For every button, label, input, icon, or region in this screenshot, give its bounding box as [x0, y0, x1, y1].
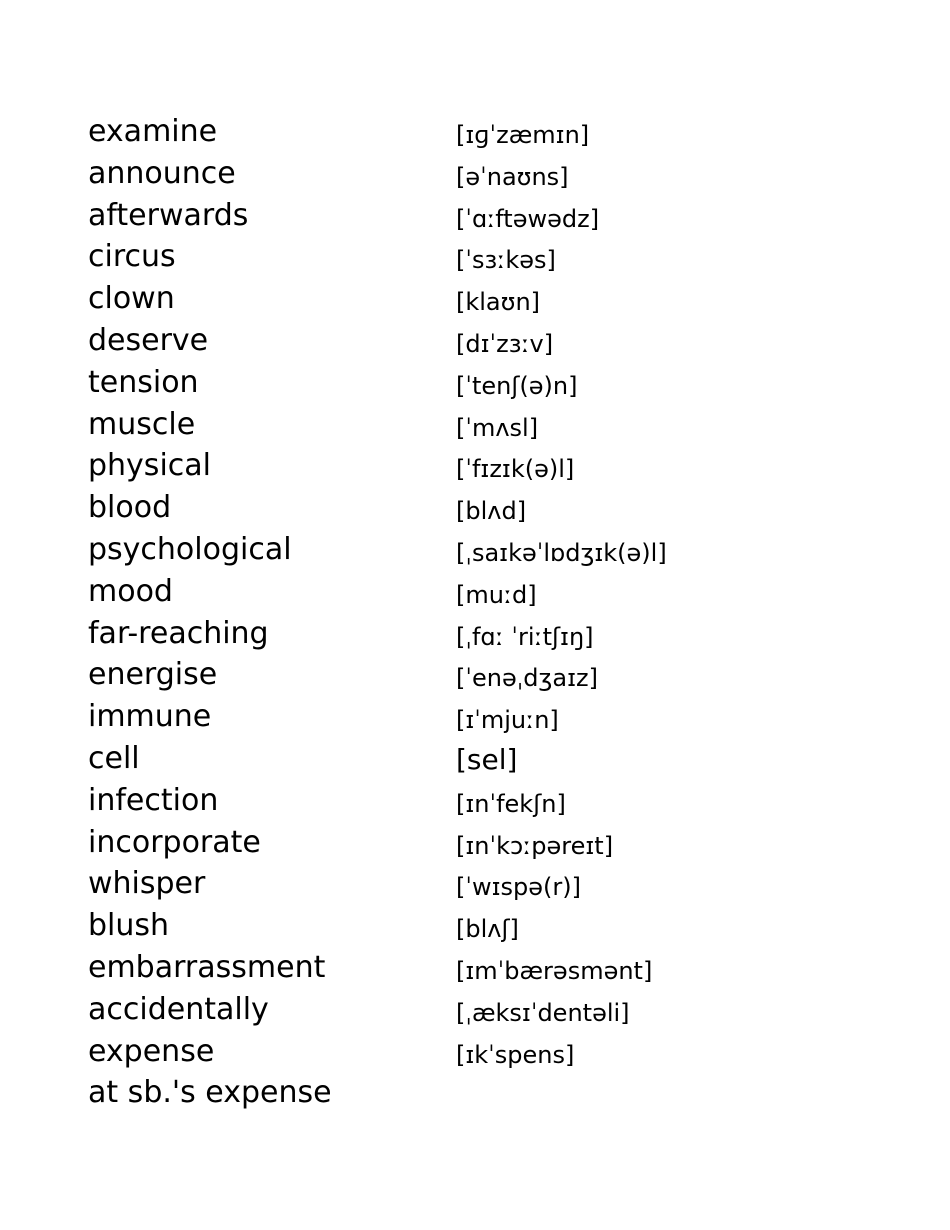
list-item	[88, 362, 788, 404]
vocab-word: circus	[88, 239, 176, 275]
vocab-word: far-reaching	[88, 615, 269, 651]
vocab-word: mood	[88, 573, 173, 609]
vocab-word: blood	[88, 490, 172, 526]
vocab-pronunciation: [ˌfɑː ˈriːtʃɪŋ]	[456, 622, 594, 651]
list-item	[88, 863, 788, 905]
vocab-word: whisper	[88, 866, 206, 902]
list-item	[88, 738, 788, 780]
list-item	[88, 404, 788, 446]
vocab-pronunciation: [ˈfɪzɪk(ə)l]	[456, 455, 575, 484]
vocab-word: muscle	[88, 406, 196, 442]
vocab-pronunciation: [klaʊn]	[456, 288, 541, 317]
list-item	[88, 195, 788, 237]
vocab-pronunciation: [ˈwɪspə(r)]	[456, 873, 581, 902]
vocab-word: at sb.'s expense	[88, 1075, 332, 1111]
list-item	[88, 1072, 788, 1114]
vocab-pronunciation: [ˈenəˌdʒaɪz]	[456, 664, 598, 693]
vocab-pronunciation: [ɪmˈbærəsmənt]	[456, 956, 653, 985]
list-item	[88, 822, 788, 864]
vocab-word: afterwards	[88, 197, 249, 233]
list-item	[88, 320, 788, 362]
vocab-word: immune	[88, 699, 212, 735]
vocab-pronunciation: [ɪɡˈzæmɪn]	[456, 121, 590, 149]
list-item	[88, 1031, 788, 1073]
vocab-pronunciation: [ɪˈmjuːn]	[456, 706, 559, 735]
vocab-word: embarrassment	[88, 949, 326, 985]
vocab-pronunciation: [ˈtenʃ(ə)n]	[456, 371, 578, 400]
vocab-word: cell	[88, 740, 140, 776]
vocab-pronunciation: [ˌæksɪˈdentəli]	[456, 998, 630, 1027]
vocab-pronunciation: [ɪnˈfekʃn]	[456, 789, 566, 818]
vocab-word: tension	[88, 364, 199, 400]
list-item	[88, 111, 788, 153]
list-item	[88, 571, 788, 613]
list-item	[88, 780, 788, 822]
vocab-pronunciation: [sel]	[456, 742, 518, 776]
vocab-pronunciation: [əˈnaʊns]	[456, 162, 569, 191]
list-item	[88, 236, 788, 278]
vocab-pronunciation: [dɪˈzɜːv]	[456, 329, 554, 358]
vocab-word: examine	[88, 114, 218, 149]
list-item	[88, 487, 788, 529]
vocab-word: physical	[88, 448, 211, 484]
vocab-word: announce	[88, 155, 236, 191]
vocab-word: infection	[88, 782, 219, 818]
list-item	[88, 654, 788, 696]
list-item	[88, 696, 788, 738]
vocab-word: incorporate	[88, 824, 261, 860]
vocab-pronunciation: [ˈmʌsl]	[456, 413, 539, 442]
list-item	[88, 153, 788, 195]
list-item	[88, 529, 788, 571]
vocab-pronunciation: [ɪnˈkɔːpəreɪt]	[456, 831, 614, 860]
vocab-word: psychological	[88, 531, 292, 567]
vocab-pronunciation: [ɪkˈspens]	[456, 1040, 575, 1069]
list-item	[88, 445, 788, 487]
list-item	[88, 989, 788, 1031]
vocab-word: expense	[88, 1033, 215, 1069]
vocab-word: clown	[88, 281, 175, 317]
vocab-word: accidentally	[88, 991, 269, 1027]
vocab-word: energise	[88, 657, 218, 693]
vocab-pronunciation: [ˈsɜːkəs]	[456, 246, 556, 275]
list-item	[88, 947, 788, 989]
vocab-word: blush	[88, 908, 170, 944]
vocabulary-list	[88, 111, 788, 1114]
vocab-pronunciation: [blʌd]	[456, 497, 527, 526]
vocab-word: deserve	[88, 322, 209, 358]
list-item	[88, 613, 788, 655]
list-item	[88, 278, 788, 320]
vocab-pronunciation: [muːd]	[456, 580, 537, 609]
vocab-pronunciation: [blʌʃ]	[456, 915, 519, 944]
list-item	[88, 905, 788, 947]
vocab-pronunciation: [ˈɑːftəwədz]	[456, 204, 600, 233]
vocab-pronunciation: [ˌsaɪkəˈlɒdʒɪk(ə)l]	[456, 538, 667, 567]
